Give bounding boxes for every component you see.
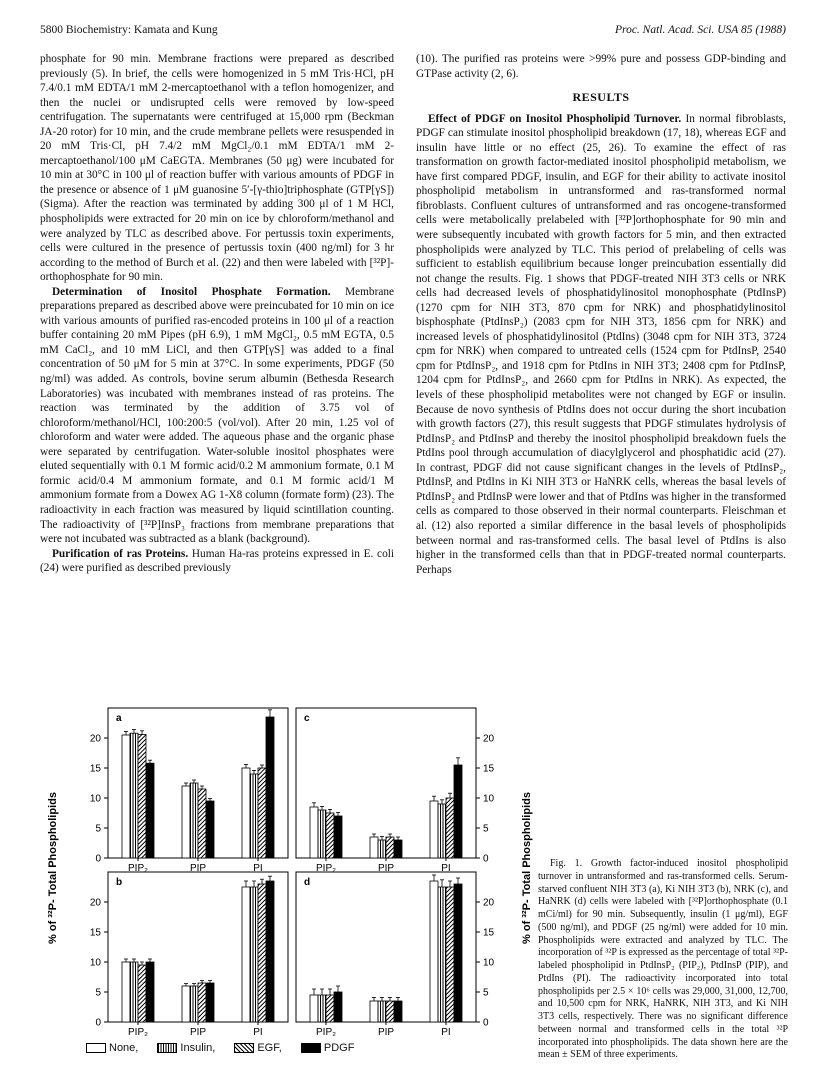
bar — [394, 1001, 402, 1022]
y-tick-label: 15 — [89, 763, 101, 775]
bar — [334, 816, 342, 858]
legend-swatch-insulin — [157, 1043, 177, 1053]
bar — [454, 884, 462, 1022]
bar — [122, 735, 130, 858]
bar — [190, 986, 198, 1022]
x-tick-label: PI — [253, 1027, 263, 1038]
bar — [182, 786, 190, 858]
bar — [310, 807, 318, 858]
x-tick-label: PIP₂ — [128, 863, 148, 874]
bar — [318, 810, 326, 858]
bar — [266, 717, 274, 858]
caption-text: Fig. 1. Growth factor-induced inositol phospholipid turnover in untransformed and ras-transformed cells. Serum-starved confluent NIH 3T3 (a), Ki NIH 3T3 (b), NRK (c), and HaNRK (d) cells were labeled with [³²P]orthophosphate (0.1 mCi/ml) for 90 min. Subsequently, insulin (1 μg/ml), EGF (500 ng/ml), and PDGF (25 ng/ml) were added for 10 min. Phospholipids were extracted and analyzed by TLC. The incorporation of ³²P is expressed as the percentage of total ³²P-labeled phospholipid in PtdInsP₂ (PIP₂), PtdInsP (PIP), and PtdIns (PI). The radioactivity incorporated into total phospholipids per 2.5 × 10⁶ cells was 29,000, 31,000, 12,700, and 10,500 cpm for NRK, HaNRK, NIH 3T3, and Ki NIH 3T3 cells, respectively. There was no significant difference between normal and transformed cells in the total ³²P incorporated into phospholipids. The data shown here are the mean ± SEM of three experiments. — [538, 858, 788, 1061]
y-tick-label: 20 — [483, 897, 495, 909]
y-tick-label: 20 — [89, 733, 101, 745]
panel-label: d — [304, 877, 311, 888]
x-tick-label: PIP₂ — [316, 1027, 336, 1038]
figure-1 — [40, 700, 540, 1070]
bar — [130, 962, 138, 1022]
y-tick-label: 15 — [89, 927, 101, 939]
x-tick-label: PI — [441, 1027, 451, 1038]
y-tick-label: 20 — [483, 733, 495, 745]
y-tick-label: 5 — [483, 987, 489, 999]
bar — [190, 783, 198, 858]
bar — [138, 734, 146, 858]
paragraph-heading: Purification of ras Proteins. — [52, 547, 189, 560]
bar — [394, 840, 402, 858]
panel-label: a — [116, 713, 122, 724]
ras-purity-paragraph: (10). The purified ras proteins were >99% pure and possess GDP-binding and GTPase activity (2, 6). — [416, 53, 786, 80]
legend-label: PDGF — [323, 1042, 355, 1054]
legend-label: Insulin, — [180, 1042, 216, 1054]
bar — [386, 837, 394, 858]
y-tick-label: 5 — [95, 987, 101, 999]
y-tick-label: 5 — [95, 823, 101, 835]
legend-item-pdgf — [301, 1042, 355, 1054]
bar — [138, 965, 146, 1022]
x-tick-label: PIP₂ — [128, 1027, 148, 1038]
y-tick-label: 10 — [89, 957, 101, 969]
bar — [430, 881, 438, 1022]
bar — [266, 881, 274, 1022]
bar — [378, 840, 386, 858]
bar — [378, 1001, 386, 1022]
bar — [438, 887, 446, 1022]
x-tick-label: PI — [441, 863, 451, 874]
bar — [146, 763, 154, 858]
bar — [206, 801, 214, 858]
inositol-phosphate-paragraph — [40, 285, 394, 547]
bar — [258, 884, 266, 1022]
paragraph-heading: Determination of Inositol Phosphate Formation. — [52, 285, 331, 298]
running-header-left: 5800 Biochemistry: Kamata and Kung — [40, 24, 218, 36]
y-tick-label: 10 — [483, 793, 495, 805]
left-column — [40, 52, 394, 576]
y-axis-label-left: % of ³²P- Total Phospholipids — [47, 792, 59, 944]
bar — [370, 1001, 378, 1022]
figure-1-chart — [40, 700, 540, 1040]
right-column — [416, 52, 786, 577]
y-tick-label: 0 — [95, 853, 101, 865]
y-tick-label: 5 — [483, 823, 489, 835]
paragraph-heading: Effect of PDGF on Inositol Phospholipid Turnover. — [428, 112, 682, 125]
x-tick-label: PIP₂ — [316, 863, 336, 874]
bar — [454, 765, 462, 858]
x-tick-label: PIP — [377, 1027, 395, 1038]
y-tick-label: 0 — [483, 853, 489, 865]
bar — [310, 995, 318, 1022]
bar — [242, 768, 250, 858]
legend-label: None, — [109, 1042, 139, 1054]
bar — [334, 992, 342, 1022]
bar — [250, 774, 258, 858]
bar — [386, 1001, 394, 1022]
y-axis-label-right: % of ³²P- Total Phospholipids — [521, 792, 533, 944]
purification-paragraph — [40, 547, 394, 576]
y-tick-label: 10 — [483, 957, 495, 969]
results-paragraph — [416, 112, 786, 578]
figure-caption — [538, 858, 788, 1062]
legend-item-egf — [234, 1042, 281, 1054]
chart-legend — [86, 1042, 370, 1054]
bar — [206, 983, 214, 1022]
running-header-right: Proc. Natl. Acad. Sci. USA 85 (1988) — [615, 24, 786, 36]
bar — [250, 887, 258, 1022]
y-tick-label: 0 — [483, 1017, 489, 1029]
x-tick-label: PIP — [377, 863, 395, 874]
bar — [242, 887, 250, 1022]
bar — [198, 789, 206, 858]
y-tick-label: 10 — [89, 793, 101, 805]
legend-swatch-none — [86, 1043, 106, 1053]
section-heading-results: RESULTS — [572, 90, 630, 105]
bar — [446, 798, 454, 858]
x-tick-label: PI — [253, 863, 263, 874]
x-tick-label: PIP — [189, 1027, 207, 1038]
y-tick-label: 20 — [89, 897, 101, 909]
bar — [318, 995, 326, 1022]
paragraph-body: Human Ha-ras proteins expressed in E. coli (24) were purified as described previously — [40, 547, 394, 575]
y-tick-label: 15 — [483, 927, 495, 939]
legend-swatch-egf — [234, 1043, 254, 1053]
y-tick-label: 0 — [95, 1017, 101, 1029]
bar — [326, 995, 334, 1022]
bar — [182, 986, 190, 1022]
bar — [258, 768, 266, 858]
paragraph-body: Membrane preparations prepared as described above were preincubated for 10 min on ice with various amounts of purified ras-encoded proteins in 100 μl of a reaction buffer containing 20 mM Pipes (pH 6.9), 1 mM MgCl₂, 0.5 mM EGTA, 0.5 mM CaCl₂, and 10 mM LiCl, and then GTP[γS] was added to a final concentration of 50 μM for 5 min at 37°C. In some experiments, PDGF (50 ng/ml) was added. As controls, bovine serum albumin (Bethesda Research Laboratories) was incubated with membranes instead of ras proteins. The reaction was terminated by the addition of 3.75 vol of chloroform/methanol/HCl, 100:200:5 (vol/vol). After 20 min, 1.25 vol of chloroform and water were added. The aqueous phase and the organic phase were separated by centrifugation. Water-soluble inositol phosphates were eluted sequentially with 0.1 M formic acid/0.2 M ammonium formate, 0.1 M formic acid/0.4 M ammonium formate, and 0.1 M formic acid/1 M ammonium formate from a Dowex AG 1-X8 column (formate form) (23). The radioactivity in each fraction was measured by liquid scintillation counting. The radioactivity of [³²P]InsP₃ fractions from membrane preparations that were not incubated was subtracted as a blank (background). — [40, 285, 395, 546]
bar — [198, 983, 206, 1022]
bar — [430, 801, 438, 858]
bar — [326, 813, 334, 858]
panel-label: b — [116, 877, 123, 888]
legend-item-insulin — [157, 1042, 215, 1054]
bar — [446, 887, 454, 1022]
legend-label: EGF, — [257, 1042, 282, 1054]
y-tick-label: 15 — [483, 763, 495, 775]
paragraph-body: In normal fibroblasts, PDGF can stimulate inositol phospholipid breakdown (17, 18), whereas EGF and insulin have little or no effect (25, 26). To examine the effect of ras transformation on growth factor-mediated inositol phospholipid metabolism, we have first compared PDGF, insulin, and EGF for their ability to activate inositol phospholipid metabolism in untransformed and ras-transformed normal fibroblasts. Confluent cultures of untransformed and ras oncogene-transformed cells were metabolically prelabeled with [³²P]orthophosphate for 90 min and were subsequently incubated with growth factors for 5 min, and then extracted phospholipids were analyzed by TLC. This period of prelabeling of cells was sufficient to establish equilibrium because longer preincubation essentially did not change the results. Fig. 1 shows that PDGF-treated NIH 3T3 cells or NRK cells had decreased levels of phosphatidylinositol monophosphate (PtdInsP) (1270 cpm for NIH 3T3, 870 cpm for NRK) and phosphatidylinositol bisphosphate (PtdInsP₂) (2083 cpm for NIH 3T3, 1856 cpm for NRK) and increased levels of phosphatidylinositol (PtdIns) (3048 cpm for NIH 3T3, 3724 cpm for NRK) when compared to untreated cells (1524 cpm for PtdInsP, 2540 cpm for PtdInsP₂, and 1918 cpm for PtdIns in NIH 3T3; 2408 cpm for PtdInsP, 1204 cpm for PtdInsP₂, and 2660 cpm for PtdIns in NRK). As expected, the levels of these phospholipid metabolites were not changed by EGF or insulin. Because de novo synthesis of PtdIns does not occur during the short incubation with growth factors (27), this result suggests that PDGF stimulates hydrolysis of PtdInsP₂ and PtdInsP and thereby the inositol phospholipid breakdown fuels the PtdIns pool through accumulation of diacylglycerol and phosphatidic acid (27). In contrast, PDGF did not cause significant changes in the levels of PtdInsP₂, PtdInsP, and PtdIns in Ki NIH 3T3 or HaNRK cells, whereas the basal levels of PtdInsP₂ and PtdInsP were lower and that of PtdIns was higher in the transformed cells as compared to those observed in their normal counterparts. Fleischman et al. (12) also reported a similar difference in the basal levels of phospholipids between normal and ras-transformed cells. The basal level of PtdIns is also higher in the transformed cells than that in PDGF-treated normal counterparts. Perhaps — [416, 112, 786, 576]
methods-paragraph: phosphate for 90 min. Membrane fractions were prepared as described previously (5). In brief, the cells were homogenized in 5 mM Tris·HCl, pH 7.4/0.1 mM EDTA/1 mM 2-mercaptoethanol with a teflon homogenizer, and then the nuclei or undisrupted cells were removed by low-speed centrifugation. The supernatants were centrifuged at 15,000 rpm (Beckman JA-20 rotor) for 10 min, and the crude membrane pellets were resuspended in 20 mM Tris·Cl, pH 7.4/2 mM MgCl₂/0.1 mM EDTA/1 mM 2-mercaptoethanol/100 μM CaEGTA. Membranes (50 μg) were incubated for 10 min at 30°C in 100 μl of reaction buffer with various amounts of PDGF in the presence or absence of 1 μM guanosine 5′-[γ-thio]triphosphate (GTP[γS]) (Sigma). After the reaction was terminated by adding 300 μl of 1 M HCl, phospholipids were extracted for 20 min on ice by chloroform/methanol and were analyzed by TLC as described above. For pertussis toxin experiments, cells were cultured in the presence of pertussis toxin (400 ng/ml) for 3 hr according to the method of Burch et al. (22) and then were labeled with [³²P]-orthophosphate for 90 min. — [40, 53, 394, 284]
bar — [370, 837, 378, 858]
panel-label: c — [304, 713, 310, 724]
x-tick-label: PIP — [189, 863, 207, 874]
legend-item-none — [86, 1042, 138, 1054]
bar — [130, 733, 138, 858]
bar — [122, 962, 130, 1022]
bar — [438, 804, 446, 858]
legend-swatch-pdgf — [301, 1043, 321, 1053]
bar — [146, 962, 154, 1022]
